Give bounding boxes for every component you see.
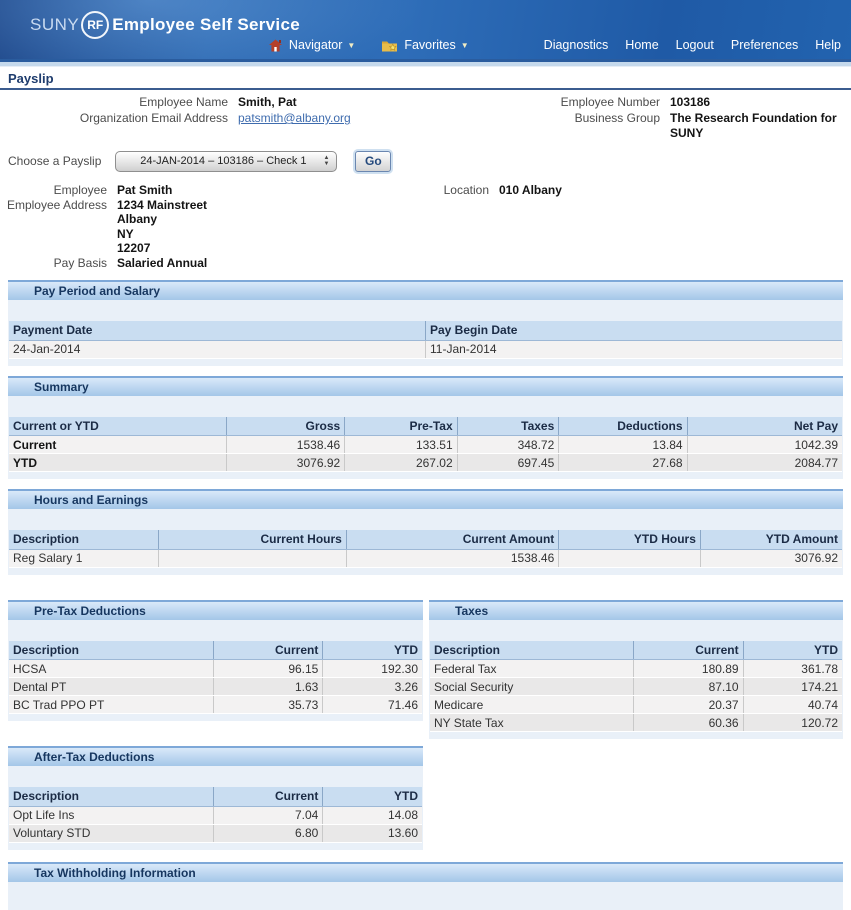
business-group-label: Business Group xyxy=(574,111,660,125)
employee-number-value: 103186 xyxy=(670,95,711,109)
table-cell: 3076.92 xyxy=(700,549,842,567)
aftertax-table xyxy=(9,787,422,843)
business-group-value: The Research Foundation for SUNY xyxy=(670,111,837,140)
column-header: Gross xyxy=(226,417,344,436)
org-email-link[interactable]: patsmith@albany.org xyxy=(238,111,351,125)
table-cell: 13.84 xyxy=(559,436,687,454)
app-title: Employee Self Service xyxy=(112,15,300,34)
section-hours-earnings xyxy=(8,489,843,575)
table-row xyxy=(430,714,842,732)
banner-menu xyxy=(268,38,841,52)
employee-value: Pat Smith xyxy=(117,183,173,197)
top-banner xyxy=(0,0,851,62)
table-row xyxy=(9,660,422,678)
table-cell: Social Security xyxy=(430,678,634,696)
table-header-row xyxy=(430,641,842,660)
pay-period-table xyxy=(9,321,842,359)
column-header: Current Hours xyxy=(159,530,346,549)
column-header: Description xyxy=(9,530,159,549)
location-value: 010 Albany xyxy=(499,183,562,197)
table-cell: 1042.39 xyxy=(687,436,842,454)
table-cell: YTD xyxy=(9,454,226,472)
column-header: YTD xyxy=(323,641,422,660)
column-header: Taxes xyxy=(457,417,559,436)
table-row xyxy=(9,454,842,472)
table-cell: 11-Jan-2014 xyxy=(426,340,843,358)
table-cell: Dental PT xyxy=(9,678,213,696)
table-cell: 3.26 xyxy=(323,678,422,696)
address-line: Albany xyxy=(117,212,158,226)
location-label: Location xyxy=(443,183,489,197)
pay-basis-label: Pay Basis xyxy=(53,255,107,270)
link-logout[interactable]: Logout xyxy=(675,38,714,52)
column-header: Description xyxy=(430,641,634,660)
table-row xyxy=(9,806,422,824)
address-line: 1234 Mainstreet xyxy=(117,197,208,212)
chevron-down-icon: ▼ xyxy=(460,40,469,50)
column-header: Pre-Tax xyxy=(345,417,457,436)
table-header-row xyxy=(9,530,842,549)
table-cell: 1538.46 xyxy=(346,549,558,567)
home-icon xyxy=(268,39,283,52)
table-cell: 174.21 xyxy=(743,678,842,696)
table-cell: Medicare xyxy=(430,696,634,714)
table-row xyxy=(9,696,422,714)
table-cell: NY State Tax xyxy=(430,714,634,732)
column-header: Payment Date xyxy=(9,321,426,340)
table-cell: 6.80 xyxy=(213,824,322,842)
column-header: YTD Amount xyxy=(700,530,842,549)
section-taxes xyxy=(429,600,843,740)
address-line: NY xyxy=(117,226,134,241)
column-header: Current xyxy=(213,641,322,660)
navigator-menu[interactable] xyxy=(268,38,355,52)
table-cell: 133.51 xyxy=(345,436,457,454)
table-cell: 192.30 xyxy=(323,660,422,678)
org-email-label: Organization Email Address xyxy=(79,111,228,125)
column-header: Deductions xyxy=(559,417,687,436)
column-header: Current xyxy=(634,641,743,660)
table-cell: 20.37 xyxy=(634,696,743,714)
section-header-pay-period: Pay Period and Salary xyxy=(8,280,843,300)
favorites-label: Favorites xyxy=(404,38,456,52)
rf-circle-icon: RF xyxy=(81,11,109,39)
section-header-tax-withholding: Tax Withholding Information xyxy=(8,862,843,882)
hours-earnings-table xyxy=(9,530,842,568)
column-header: Current Amount xyxy=(346,530,558,549)
table-cell: Current xyxy=(9,436,226,454)
favorites-menu[interactable] xyxy=(381,38,468,52)
payslip-chooser-row xyxy=(8,150,851,172)
pretax-table xyxy=(9,641,422,715)
column-header: Current or YTD xyxy=(9,417,226,436)
section-aftertax xyxy=(8,746,423,850)
employee-address-label: Employee Address xyxy=(6,197,107,212)
section-summary xyxy=(8,376,843,480)
taxes-table xyxy=(430,641,842,733)
column-header: Pay Begin Date xyxy=(426,321,843,340)
table-row xyxy=(430,678,842,696)
table-cell: 1.63 xyxy=(213,678,322,696)
banner-substrip xyxy=(0,62,851,67)
column-header: Net Pay xyxy=(687,417,842,436)
table-cell: 14.08 xyxy=(323,806,422,824)
table-cell: 96.15 xyxy=(213,660,322,678)
link-preferences[interactable]: Preferences xyxy=(730,38,799,52)
chevron-down-icon: ▼ xyxy=(347,40,356,50)
table-cell: 2084.77 xyxy=(687,454,842,472)
page-title: Payslip xyxy=(0,69,851,90)
table-cell xyxy=(159,549,346,567)
favorites-folder-icon xyxy=(381,39,398,52)
table-header-row xyxy=(9,417,842,436)
logo-suny-text: SUNY xyxy=(30,15,80,34)
table-cell: 71.46 xyxy=(323,696,422,714)
column-header: YTD Hours xyxy=(559,530,701,549)
table-cell: 180.89 xyxy=(634,660,743,678)
navigator-label: Navigator xyxy=(288,38,343,52)
column-header: Current xyxy=(213,787,322,806)
table-row xyxy=(9,824,422,842)
section-header-pretax: Pre-Tax Deductions xyxy=(8,600,423,620)
table-cell: Opt Life Ins xyxy=(9,806,213,824)
table-cell: HCSA xyxy=(9,660,213,678)
suny-rf-logo xyxy=(30,11,300,39)
link-help[interactable]: Help xyxy=(815,38,841,52)
table-cell: BC Trad PPO PT xyxy=(9,696,213,714)
table-header-row xyxy=(9,641,422,660)
employee-name-value: Smith, Pat xyxy=(238,95,297,109)
link-diagnostics[interactable]: Diagnostics xyxy=(543,38,609,52)
link-home[interactable]: Home xyxy=(625,38,659,52)
column-header: YTD xyxy=(323,787,422,806)
go-button[interactable]: Go xyxy=(355,151,391,172)
column-header: Description xyxy=(9,787,213,806)
table-row xyxy=(9,549,842,567)
employee-label: Employee xyxy=(53,183,107,197)
section-header-aftertax: After-Tax Deductions xyxy=(8,746,423,766)
table-cell: 24-Jan-2014 xyxy=(9,340,426,358)
table-row xyxy=(9,678,422,696)
table-cell: 60.36 xyxy=(634,714,743,732)
section-pay-period xyxy=(8,280,843,366)
table-row xyxy=(430,696,842,714)
section-header-hours: Hours and Earnings xyxy=(8,489,843,509)
address-line: 12207 xyxy=(117,241,151,255)
table-cell: 7.04 xyxy=(213,806,322,824)
employee-number-label: Employee Number xyxy=(560,95,660,109)
table-header-row xyxy=(9,321,842,340)
payslip-select[interactable] xyxy=(115,151,337,172)
employee-info-grid xyxy=(0,95,851,141)
select-stepper-icon: ▲ ▼ xyxy=(323,154,330,167)
table-cell: Voluntary STD xyxy=(9,824,213,842)
table-cell: Reg Salary 1 xyxy=(9,549,159,567)
section-tax-withholding xyxy=(8,862,843,910)
section-pretax xyxy=(8,600,423,722)
section-header-summary: Summary xyxy=(8,376,843,396)
table-header-row xyxy=(9,787,422,806)
table-row xyxy=(9,436,842,454)
summary-table xyxy=(9,417,842,473)
table-cell: 87.10 xyxy=(634,678,743,696)
section-header-taxes: Taxes xyxy=(429,600,843,620)
table-cell: 120.72 xyxy=(743,714,842,732)
table-row xyxy=(430,660,842,678)
table-cell: 35.73 xyxy=(213,696,322,714)
employee-address-block xyxy=(0,183,851,270)
table-cell: 361.78 xyxy=(743,660,842,678)
column-header: Description xyxy=(9,641,213,660)
column-header: YTD xyxy=(743,641,842,660)
table-cell: 3076.92 xyxy=(226,454,344,472)
table-cell: 13.60 xyxy=(323,824,422,842)
table-cell: 267.02 xyxy=(345,454,457,472)
table-cell: 348.72 xyxy=(457,436,559,454)
employee-name-label: Employee Name xyxy=(139,95,228,109)
table-cell: Federal Tax xyxy=(430,660,634,678)
choose-payslip-label: Choose a Payslip xyxy=(8,154,102,168)
pay-basis-value: Salaried Annual xyxy=(117,255,208,270)
table-cell: 697.45 xyxy=(457,454,559,472)
table-cell xyxy=(559,549,701,567)
table-cell: 1538.46 xyxy=(226,436,344,454)
table-cell: 27.68 xyxy=(559,454,687,472)
table-cell: 40.74 xyxy=(743,696,842,714)
table-row xyxy=(9,340,842,358)
